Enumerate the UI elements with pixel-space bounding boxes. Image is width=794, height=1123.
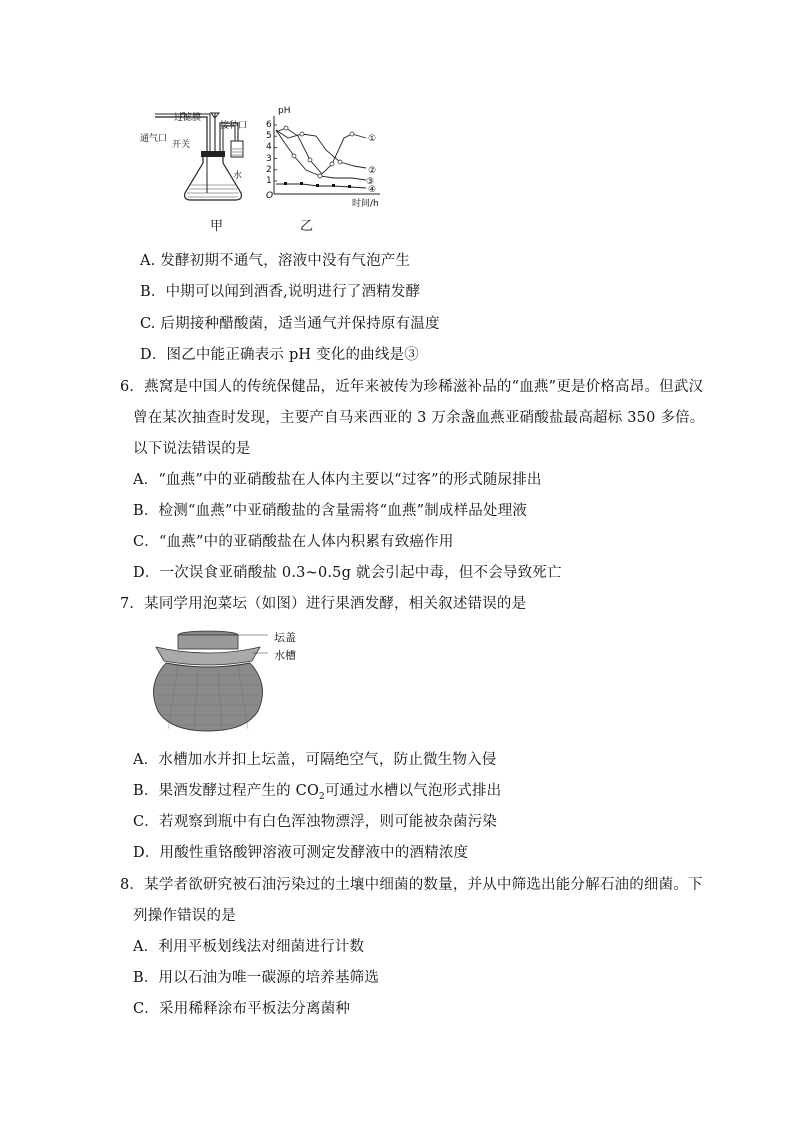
- ytick: 4: [266, 142, 272, 153]
- q6-option-c: C．“血燕”中的亚硝酸盐在人体内积累有致癌作用: [133, 534, 454, 550]
- label-filter: 过滤膜: [174, 113, 202, 123]
- graph-origin: O: [266, 191, 274, 201]
- q7-option-b: B．果酒发酵过程产生的 $CO_2$可通过水槽以气泡形式排出: [133, 783, 502, 802]
- label-vent: 通气口: [140, 134, 168, 144]
- pickle-jar-figure: [148, 625, 268, 735]
- q6-option-b: B．检测“血燕”中亚硝酸盐的含量需将“血燕”制成样品处理液: [133, 503, 528, 519]
- q8-stem-1: 8．某学者欲研究被石油污染过的土壤中细菌的数量，并从中筛选出能分解石油的细菌。下: [120, 877, 703, 893]
- q6-stem-3: 以下说法错误的是: [133, 441, 251, 457]
- q7-option-c: C．若观察到瓶中有白色浑浊物漂浮，则可能被杂菌污染: [133, 814, 498, 830]
- q5-option-c: C. 后期接种醋酸菌，适当通气并保持原有温度: [140, 316, 440, 332]
- q6-stem-2: 曾在某次抽查时发现，主要产自马来西亚的 3 万余盏血燕亚硝酸盐最高超标 350 多倍。: [133, 410, 705, 426]
- q6-option-d: D．一次误食亚硝酸盐 0.3~0.5g 就会引起中毒，但不会导致死亡: [133, 565, 562, 581]
- q6-stem-1: 6．燕窝是中国人的传统保健品，近年来被传为珍稀滋补品的“血燕”更是价格高昂。但武汉: [120, 379, 704, 395]
- graph-yticks: [266, 120, 274, 187]
- ytick: 6: [266, 120, 272, 130]
- curve-label-3: ③: [366, 177, 375, 187]
- label-trough: 水槽: [274, 649, 296, 662]
- ytick: 2: [266, 164, 272, 175]
- caption-yi: 乙: [300, 219, 314, 234]
- label-switch: 开关: [172, 140, 191, 150]
- caption-jia: 甲: [210, 219, 224, 234]
- label-lid: 坛盖: [274, 631, 296, 644]
- curve-label-4: ④: [368, 185, 377, 195]
- q8-option-a: A．利用平板划线法对细菌进行计数: [133, 939, 365, 955]
- q8-stem-2: 列操作错误的是: [133, 908, 236, 924]
- q8-option-b: B．用以石油为唯一碳源的培养基筛选: [133, 970, 380, 986]
- q6-option-a: A．“血燕”中的亚硝酸盐在人体内主要以“过客”的形式随尿排出: [133, 472, 542, 488]
- graph-ylabel: pH: [278, 106, 291, 116]
- ytick: 1: [266, 176, 272, 187]
- q7-option-d: D．用酸性重铬酸钾溶液可测定发酵液中的酒精浓度: [133, 845, 469, 861]
- curve-label-2: ②: [368, 166, 377, 176]
- q8-option-c: C．采用稀释涂布平板法分离菌种: [133, 1001, 351, 1017]
- ytick: 3: [266, 153, 272, 164]
- q7-stem: 7．某同学用泡菜坛（如图）进行果酒发酵，相关叙述错误的是: [120, 596, 527, 612]
- label-water: 水: [233, 171, 243, 181]
- q5-option-b: B．中期可以闻到酒香,说明进行了酒精发酵: [140, 284, 421, 300]
- ytick: 5: [266, 131, 272, 142]
- q7-option-a: A．水槽加水并扣上坛盖，可隔绝空气，防止微生物入侵: [133, 752, 497, 768]
- curve-label-1: ①: [368, 134, 377, 144]
- q5-option-d: D．图乙中能正确表示 pH 变化的曲线是③: [140, 347, 419, 363]
- q5-option-a: A. 发酵初期不通气，溶液中没有气泡产生: [140, 253, 411, 269]
- label-inoculation: 接种口: [220, 121, 248, 131]
- graph-xlabel: 时间/h: [352, 199, 379, 209]
